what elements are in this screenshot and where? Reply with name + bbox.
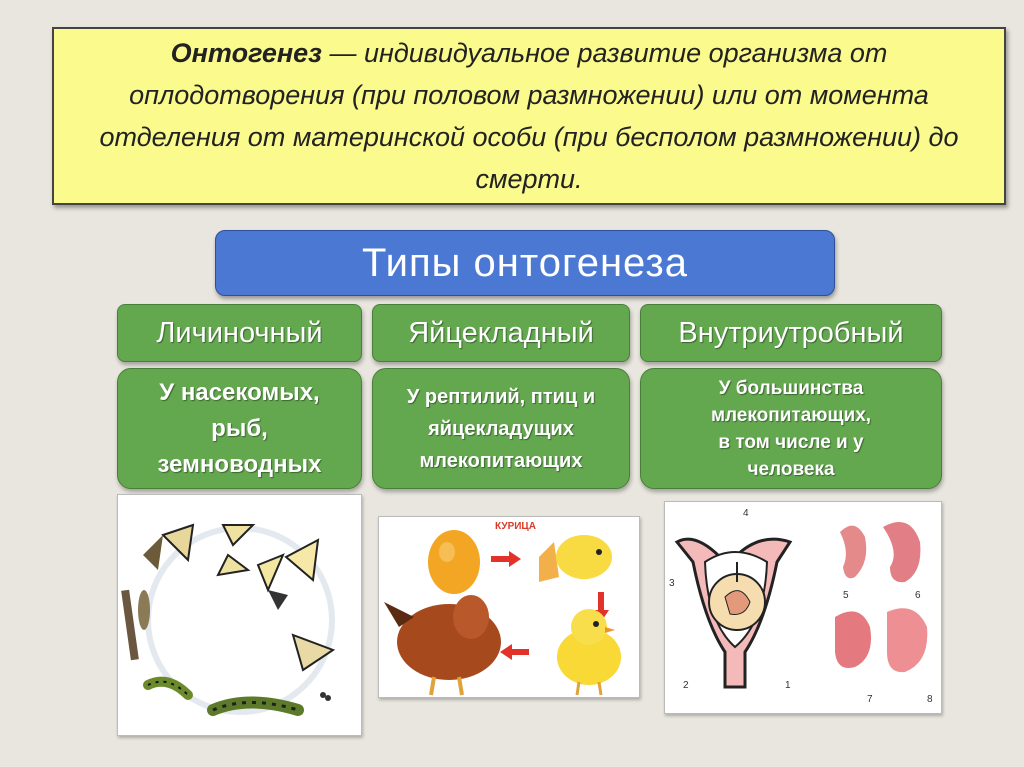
arrow-left-icon: [500, 644, 529, 660]
desc-intrauterine-text: У большинства млекопитающих, в том числе и у человека: [710, 377, 872, 480]
header-title: Типы онтогенеза: [362, 240, 688, 285]
desc-oviparous-text: У рептилий, птиц и яйцекладущих млекопитающих: [406, 385, 596, 472]
definition-box: [52, 27, 1006, 205]
embryo-label-5: 5: [843, 590, 849, 601]
desc-oviparous: [372, 368, 630, 489]
eggs-icon: [320, 692, 331, 701]
chick-icon: [557, 609, 621, 695]
definition-text: [84, 32, 974, 200]
womb-label-2: 2: [683, 680, 689, 691]
hen-icon: [384, 595, 501, 695]
type-larval: [117, 304, 362, 362]
womb-label-4: 4: [743, 508, 749, 519]
desc-intrauterine: [640, 368, 942, 489]
type-intrauterine-label: Внутриутробный: [678, 316, 904, 349]
chicken-lifecycle-image: [378, 516, 640, 698]
ontogenesis-types-header: [215, 230, 835, 296]
embryo-label-6: 6: [915, 590, 921, 601]
definition-term: Онтогенез: [170, 38, 322, 68]
embryo-stage-icons: [835, 522, 927, 672]
desc-larval-text: У насекомых, рыб, земноводных: [157, 378, 322, 478]
type-intrauterine: [640, 304, 942, 362]
hatching-chick-icon: [539, 535, 612, 582]
type-oviparous: [372, 304, 630, 362]
embryo-label-8: 8: [927, 694, 933, 705]
embryo-development-image: [664, 501, 942, 714]
embryo-label-7: 7: [867, 694, 873, 705]
butterfly-icon: [258, 540, 318, 610]
type-oviparous-label: Яйцекладный: [408, 316, 594, 349]
caterpillar-small-icon: [148, 682, 188, 695]
type-larval-label: Личиночный: [156, 316, 323, 349]
chicken-panel-label: КУРИЦА: [495, 521, 536, 532]
desc-larval: [117, 368, 362, 489]
womb-label-3: 3: [669, 578, 675, 589]
uterus-icon: [677, 539, 790, 687]
egg-icon: [428, 530, 480, 594]
arrow-right-icon: [491, 551, 521, 567]
chrysalis-icon: [121, 590, 150, 660]
definition-body: — индивидуальное развитие организма от оплодотворения (при половом размножении) или от момента отделения от материнской особи (при бесполом размножении) до смерти.: [99, 38, 959, 194]
butterfly-lifecycle-image: [117, 494, 362, 736]
womb-label-1: 1: [785, 680, 791, 691]
